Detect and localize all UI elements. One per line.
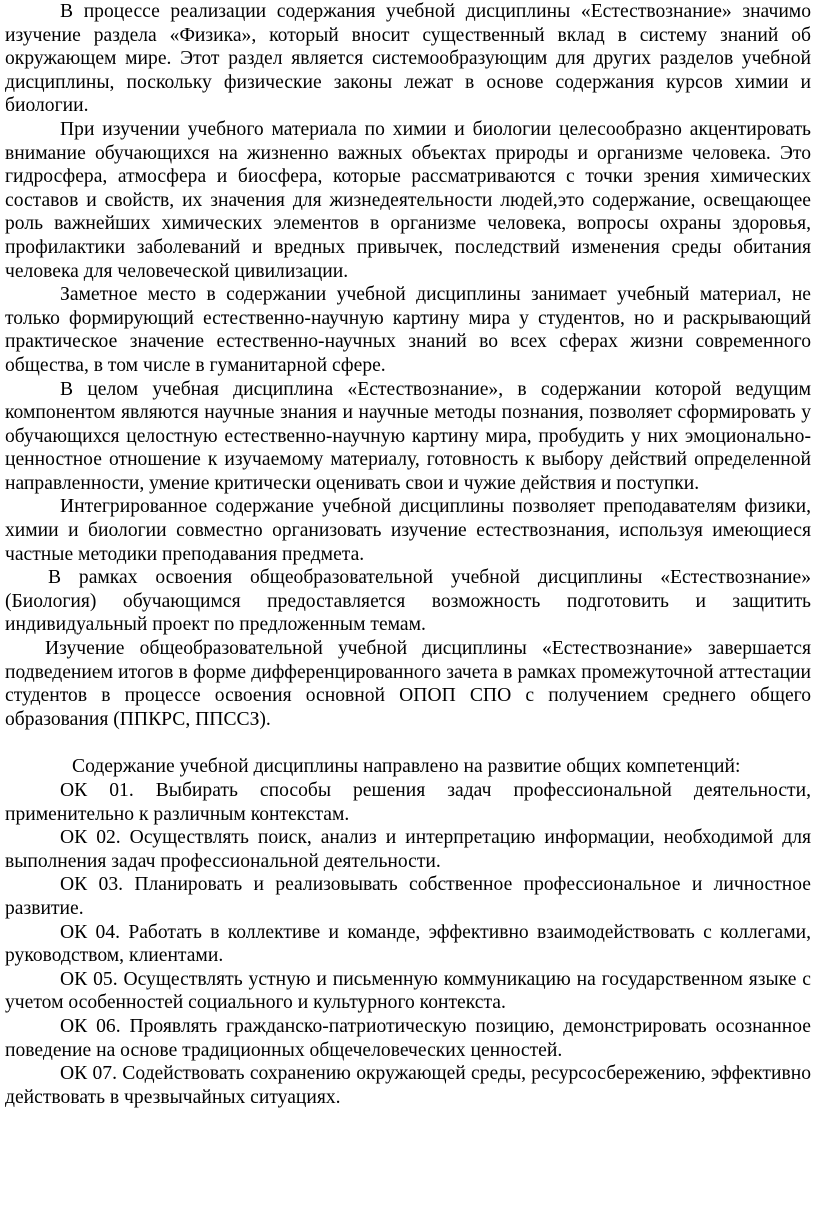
paragraph-individual-project: В рамках освоения общеобразовательной учебной дисциплины «Естествознание» (Биология) обучающимся предоставляется возможность подготовить и защитить индивидуальный проект по предложенным темам. (5, 567, 811, 636)
competencies-heading: Содержание учебной дисциплины направлено на развитие общих компетенций: (72, 756, 741, 778)
competency-ok-02: ОК 02. Осуществлять поиск, анализ и интерпретацию информации, необходимой для выполнения задач профессиональной деятельности. (5, 827, 811, 872)
paragraph-study-material: Заметное место в содержании учебной дисциплины занимает учебный материал, не только формирующий естественно-научную картину мира у студентов, но и раскрывающий практическое значение естественно-научных знаний во всех сферах жизни современного общества, в том числе в гуманитарной сфере. (5, 284, 811, 376)
section-gap (5, 731, 811, 755)
competency-ok-01: ОК 01. Выбирать способы решения задач профессиональной деятельности, применительно к различным контекстам. (5, 780, 811, 825)
paragraph-final-assessment: Изучение общеобразовательной учебной дисциплины «Естествознание» завершается подведением итогов в форме дифференцированного зачета в рамках промежуточной аттестации студентов в процессе освоения основной ОПОП СПО с получением среднего общего образования (ППКРС, ППССЗ). (5, 638, 811, 730)
document-page (5, 0, 811, 1109)
competency-ok-06: ОК 06. Проявлять гражданско-патриотическую позицию, демонстрировать осознанное поведение на основе традиционных общечеловеческих ценностей. (5, 1015, 811, 1061)
competency-ok-07: ОК 07. Содействовать сохранению окружающей среды, ресурсосбережению, эффективно действовать в чрезвычайных ситуациях. (5, 1063, 811, 1108)
paragraph-chemistry-biology: При изучении учебного материала по химии и биологии целесообразно акцентировать внимание обучающихся на жизненно важных объектах природы и организме человека. Это гидросфера, атмосфера и биосфера, которые рассматриваются с точки зрения химических составов и свойств, их значения для жизнедеятельности людей,это содержание, освещающее роль важнейших химических элементов в организме человека, вопросы охраны здоровья, профилактики заболеваний и вредных привычек, последствий изменения среды обитания человека для человеческой цивилизации. (5, 118, 811, 282)
competency-ok-05: ОК 05. Осуществлять устную и письменную коммуникацию на государственном языке с учетом особенностей социального и культурного контекста. (5, 968, 811, 1014)
paragraph-discipline-overview: В целом учебная дисциплина «Естествознание», в содержании которой ведущим компонентом являются научные знания и научные методы познания, позволяет сформировать у обучающихся целостную естественно-научную картину мира, пробудить у них эмоционально-ценностное отношение к изучаемому материалу, готовность к выбору действий определенной направленности, умение критически оценивать свои и чужие действия и поступки. (5, 378, 811, 494)
competency-ok-03: ОК 03. Планировать и реализовывать собственное профессиональное и личностное развитие. (5, 874, 811, 919)
paragraph-integrated-content: Интегрированное содержание учебной дисциплины позволяет преподавателям физики, химии и биологии совместно организовать изучение естествознания, используя имеющиеся частные методики преподавания предмета. (5, 496, 811, 565)
paragraph-physics-section: В процессе реализации содержания учебной дисциплины «Естествознание» значимо изучение раздела «Физика», который вносит существенный вклад в систему знаний об окружающем мире. Этот раздел является системообразующим для других разделов учебной дисциплины, поскольку физические законы лежат в основе содержания курсов химии и биологии. (5, 1, 811, 117)
competency-ok-04: ОК 04. Работать в коллективе и команде, эффективно взаимодействовать с коллегами, руководством, клиентами. (5, 921, 811, 967)
